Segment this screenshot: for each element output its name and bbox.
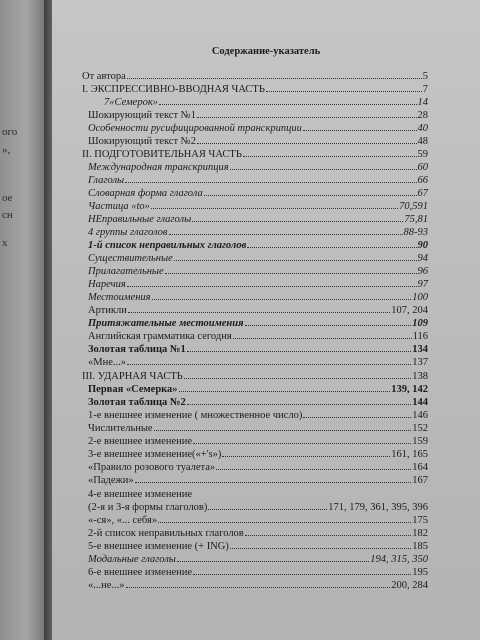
toc-entry: «...не...» 200, 284 — [88, 580, 428, 591]
toc-entry: Притяжательные местоимения 109 — [88, 318, 428, 329]
toc-entry: От автора 5 — [82, 71, 428, 82]
toc-entry: 5-е внешнее изменение (+ ING) 185 — [88, 541, 428, 552]
toc-entry: Модальные глаголы 194, 315, 350 — [88, 554, 428, 565]
toc-entry: Глаголы 66 — [88, 175, 428, 186]
page-title: Содержание-указатель — [211, 46, 321, 57]
facing-page-text: сн — [2, 209, 13, 221]
toc-entry: Золотая таблица №2 144 — [88, 397, 428, 408]
facing-page-text: ого — [2, 126, 18, 138]
toc-entry: Шокирующий текст №1 28 — [88, 110, 428, 121]
facing-page-text: », — [2, 144, 11, 156]
toc-entry: Английская грамматика сегодня 116 — [88, 331, 428, 342]
toc-entry: Частица «to» 70,591 — [88, 201, 428, 212]
toc-section-heading: I. ЭКСПРЕССИВНО-ВВОДНАЯ ЧАСТЬ 7 — [82, 84, 428, 95]
toc-entry: 2-е внешнее изменение 159 — [88, 436, 428, 447]
toc-entry: «Падежи» 167 — [88, 475, 428, 486]
toc-entry: 4 группы глаголов 88-93 — [88, 227, 428, 238]
toc-entry: Артикли 107, 204 — [88, 305, 428, 316]
facing-page-text: х — [2, 237, 8, 249]
facing-page-edge — [0, 0, 44, 640]
toc-entry: 7«Семерок» 14 — [104, 97, 428, 108]
book-page — [52, 0, 480, 640]
toc-entry: 6-е внешнее изменение 195 — [88, 567, 428, 578]
toc-entry: Шокирующий текст №2 48 — [88, 136, 428, 147]
toc-entry: Наречия 97 — [88, 279, 428, 290]
toc-entry: Особенности русифицированной транскрипции 40 — [88, 123, 428, 134]
toc-entry: «-ся», «... себя» 175 — [88, 515, 428, 526]
toc-entry: 1-й список неправильных глаголов 90 — [88, 240, 428, 251]
toc-entry: (2-я и 3-я формы глаголов) 171, 179, 361, 395, 396 — [88, 502, 428, 513]
toc-entry: Местоимения 100 — [88, 292, 428, 303]
toc-entry: Числительные 152 — [88, 423, 428, 434]
toc-entry: Золотая таблица №1 134 — [88, 344, 428, 355]
facing-page-text: ое — [2, 192, 13, 204]
toc-entry: НЕправильные глаголы 75,81 — [88, 214, 428, 225]
toc-section-heading: II. ПОДГОТОВИТЕЛЬНАЯ ЧАСТЬ 59 — [82, 149, 428, 160]
toc-entry: Первая «Семерка» 139, 142 — [88, 384, 428, 395]
toc-entry: «Мне...» 137 — [88, 357, 428, 368]
toc-entry: Словарная форма глагола 67 — [88, 188, 428, 199]
toc-entry: 1-е внешнее изменение ( множественное число) 146 — [88, 410, 428, 421]
toc-entry: 3-е внешнее изменение(«+'s») 161, 165 — [88, 449, 428, 460]
toc-section-heading: III. УДАРНАЯ ЧАСТЬ 138 — [82, 371, 428, 382]
toc-entry: «Правило розового туалета» 164 — [88, 462, 428, 473]
toc-entry-first-line: 4-е внешнее изменение — [88, 489, 193, 500]
toc-entry: Существительные 94 — [88, 253, 428, 264]
toc-entry: Международная транскрипция 60 — [88, 162, 428, 173]
toc-entry: 2-й список неправильных глаголов 182 — [88, 528, 428, 539]
toc-entry: Прилагательные 96 — [88, 266, 428, 277]
